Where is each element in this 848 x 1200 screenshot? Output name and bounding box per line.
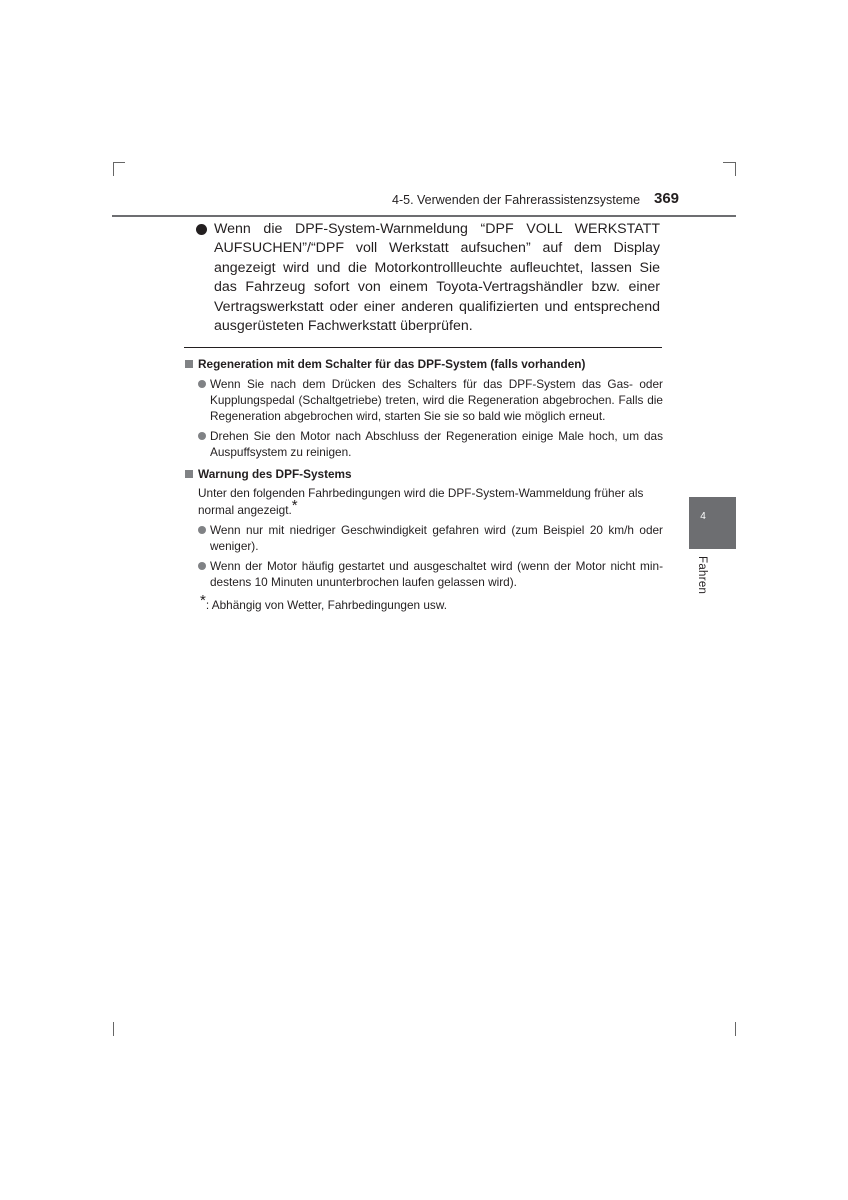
chapter-number: 4 (700, 511, 706, 522)
section-heading-text: Warnung des DPF-Systems (198, 467, 352, 481)
list-item-text: Wenn Sie nach dem Drücken des Schalters für das DPF-System das Gas- oder Kupplungspedal (Schaltgetriebe) treten, wird die Regeneration abgebrochen. Falls die Regeneration abgebrochen wird, starten Sie sie so bald wie möglich erneut. (210, 377, 663, 423)
section-heading-warning (185, 466, 663, 482)
bullet-icon (198, 562, 206, 570)
square-bullet-icon (185, 360, 193, 368)
bullet-icon (198, 380, 206, 388)
bullet-icon (198, 526, 206, 534)
chapter-label: Fahren (696, 556, 708, 595)
list-item (185, 428, 663, 460)
section-heading-regeneration (185, 356, 663, 372)
chapter-tab (689, 497, 736, 549)
list-item-text: Wenn der Motor häufig gestartet und ausgeschaltet wird (wenn der Motor nicht mindestens 10 Minuten ununterbrochen laufen gelassen wird). (210, 559, 663, 589)
footnote-marker: * (291, 497, 298, 514)
footnote (185, 592, 663, 613)
section-title: 4-5. Verwenden der Fahrerassistenzsysteme (392, 193, 641, 207)
crop-mark-top-right-h (723, 162, 735, 163)
warning-paragraph (196, 220, 660, 336)
list-item (185, 558, 663, 590)
list-item (185, 376, 663, 424)
header-rule (112, 215, 736, 217)
intro-text: Unter den folgenden Fahrbedingungen wird die DPF-System-Wammeldung früher als normal angezeigt. (198, 486, 644, 517)
crop-mark-top-left-h (113, 162, 125, 163)
section-heading-text: Regeneration mit dem Schalter für das DPF-System (falls vorhanden) (198, 357, 586, 371)
crop-mark-bottom-right (735, 1022, 736, 1036)
list-item-text: Wenn nur mit niedriger Geschwindigkeit gefahren wird (zum Beispiel 20 km/h oder weniger). (210, 523, 663, 553)
bullet-icon (196, 224, 207, 235)
crop-mark-bottom-left (113, 1022, 114, 1036)
crop-mark-top-left-v (113, 162, 114, 176)
page-number: 369 (654, 190, 680, 207)
list-item (185, 522, 663, 554)
footnote-marker: * (200, 592, 206, 609)
list-item-text: Drehen Sie den Motor nach Abschluss der Regeneration einige Male hoch, um das Auspuffsystem zu reinigen. (210, 429, 663, 459)
footnote-text: : Abhängig von Wetter, Fahrbedingungen usw. (205, 598, 447, 612)
notes-content (185, 354, 663, 613)
bullet-icon (198, 432, 206, 440)
warning-text: Wenn die DPF-System-Warnmeldung “DPF VOLL WERKSTATT AUFSUCHEN”/“DPF voll Werkstatt aufsuchen” auf dem Display angezeigt wird und die Motorkontrollleuchte aufleuchtet, lassen Sie das Fahrzeug sofort von einem Toyota-Vertragshändler bzw. einer Vertragswerkstatt oder einer anderen qualifizierten und entsprechend ausgerüsteten Fachwerkstatt überprüfen. (214, 221, 660, 335)
square-bullet-icon (185, 470, 193, 478)
crop-mark-top-right-v (735, 162, 736, 176)
section-divider (184, 347, 662, 348)
intro-paragraph (185, 485, 663, 518)
